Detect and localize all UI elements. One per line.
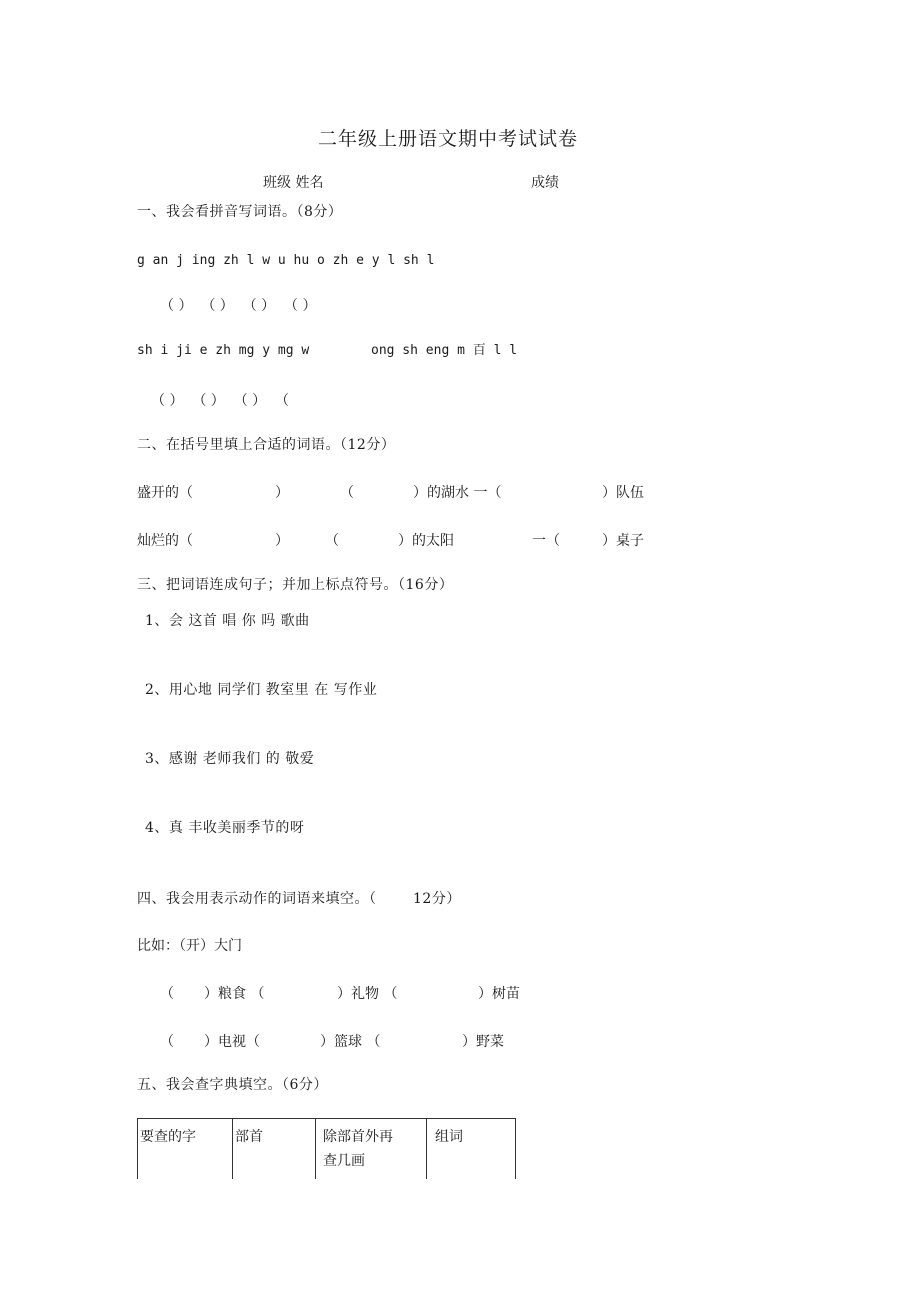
verb-row-2-c: ）篮球 （	[320, 1034, 381, 1050]
sentence-item-2: 2、用心地 同学们 教室里 在 写作业	[145, 682, 378, 698]
sentence-item-3: 3、感谢 老师我们 的 敬爱	[145, 751, 315, 767]
example-line: 比如：（开）大门	[137, 938, 242, 954]
verb-row-2-b: ）电视（	[204, 1034, 260, 1050]
table-row	[138, 1119, 516, 1180]
verb-row-2-d: ）野菜	[462, 1034, 504, 1050]
section-5-heading: 五、我会查字典填空。（6分）	[137, 1077, 328, 1093]
class-name-label: 班级 姓名	[263, 175, 324, 191]
fill-row-2-d: ）的太阳	[398, 533, 454, 549]
fill-row-2-a: 灿烂的（	[137, 533, 193, 549]
sentence-item-4: 4、真 丰收美丽季节的呀	[145, 820, 305, 836]
score-label: 成绩	[531, 175, 559, 191]
page-title: 二年级上册语文期中考试试卷	[318, 128, 579, 150]
fill-row-1-c: （	[340, 485, 354, 501]
verb-row-1-a: （	[160, 986, 174, 1002]
section-1-heading: 一、我会看拼音写词语。（8分）	[137, 204, 343, 220]
pinyin-line-2b: ong sh eng m 百 l l	[371, 343, 518, 358]
verb-row-1-b: ）粮食 （	[204, 986, 265, 1002]
fill-row-2-f: ）桌子	[602, 533, 644, 549]
fill-row-1-e: ）队伍	[602, 485, 644, 501]
verb-row-1-c: ）礼物 （	[337, 986, 398, 1002]
fill-row-2-c: （	[325, 533, 339, 549]
section-4-heading: 四、我会用表示动作的词语来填空。（	[137, 891, 377, 907]
dictionary-table	[137, 1118, 516, 1179]
sentence-item-1: 1、会 这首 唱 你 吗 歌曲	[145, 613, 310, 629]
section-2-heading: 二、在括号里填上合适的词语。（12分）	[137, 437, 396, 453]
table-header-cell: 部首	[233, 1119, 316, 1180]
table-header-cell: 除部首外再查几画	[316, 1119, 427, 1180]
fill-row-2-e: 一（	[532, 533, 560, 549]
pinyin-line-1: g an j ing zh l w u hu o zh e y l sh l	[137, 253, 435, 268]
section-4-heading-score: 12分）	[413, 891, 461, 907]
verb-row-2-a: （	[160, 1034, 174, 1050]
table-header-cell: 组词	[427, 1119, 516, 1180]
fill-row-1-a: 盛开的（	[137, 485, 193, 501]
fill-row-1-b: ）	[275, 485, 289, 501]
answer-blanks-2[interactable]: （ ） （ ） （ ） （	[151, 393, 290, 409]
pinyin-line-2a: sh i ji e zh mg y mg w	[137, 343, 310, 358]
fill-row-2-b: ）	[275, 533, 289, 549]
answer-blanks-1[interactable]: （ ） （ ） （ ） （ ）	[160, 298, 317, 314]
fill-row-1-d: ）的湖水 一（	[413, 485, 502, 501]
verb-row-1-d: ）树苗	[478, 986, 520, 1002]
section-3-heading: 三、把词语连成句子；并加上标点符号。（16分）	[137, 577, 454, 593]
table-header-cell: 要查的字	[138, 1119, 233, 1180]
